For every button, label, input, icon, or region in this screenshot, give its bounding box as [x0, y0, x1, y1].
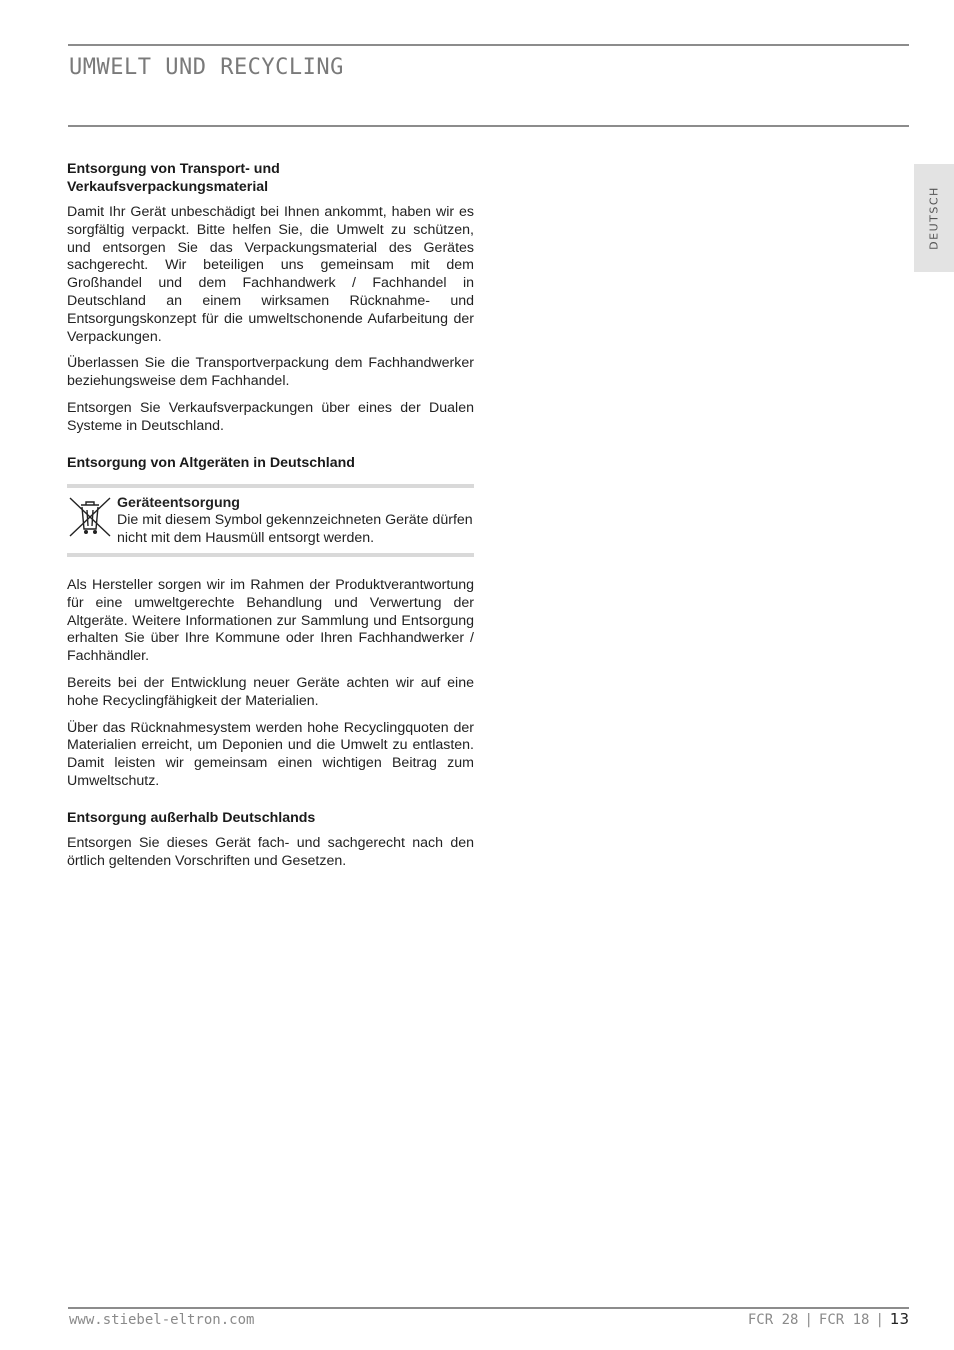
section-heading-abroad: Entsorgung außerhalb Deutschlands	[67, 809, 316, 826]
disposal-notice	[67, 484, 474, 557]
page-number: 13	[889, 1310, 909, 1328]
notice-text	[117, 495, 474, 548]
content-column	[67, 160, 474, 879]
model-name-1: FCR 28	[747, 1312, 799, 1328]
paragraph: Damit Ihr Gerät unbeschädigt bei Ihnen ankommt, haben wir es sorgfältig verpackt. Bitte helfen Sie, die Umwelt zu schützen, und entsorgen Sie das Verpackungsmaterial des Gerätes sachgerecht. Wir beteiligen uns gemeinsam mit dem Großhandel und dem Fachhandwerk / Fachhandel in Deutschland an einem wirksamen Rücknahme- und Entsorgungskonzept für die umweltschonende Aufarbeitung der Verpackungen.	[67, 204, 474, 345]
heading-line-1: Entsorgung von Transport- und	[67, 161, 280, 177]
language-tab	[914, 164, 954, 272]
paragraph: Als Hersteller sorgen wir im Rahmen der Produktverantwortung für eine umweltgerechte Behandlung und Verwertung der Altgeräte. Weitere Informationen zur Sammlung und Entsorgung erhalten Sie über Ihre Kommune oder Ihren Fachhandwerker / Fachhändler.	[67, 576, 474, 665]
paragraph: Entsorgen Sie dieses Gerät fach- und sachgerecht nach den örtlich geltenden Vorschriften und Gesetzen.	[67, 834, 474, 869]
paragraph: Überlassen Sie die Transportverpackung dem Fachhandwerker beziehungsweise dem Fachhandel.	[67, 355, 474, 390]
page-title: UMWELT UND RECYCLING	[69, 55, 344, 80]
language-tab-label: DEUTSCH	[927, 186, 941, 250]
footer-separator: |	[875, 1312, 884, 1328]
paragraph: Entsorgen Sie Verkaufsverpackungen über eines der Dualen Systeme in Deutschland.	[67, 399, 474, 434]
paragraph: Bereits bei der Entwicklung neuer Geräte achten wir auf eine hohe Recyclingfähigkeit der Materialien.	[67, 674, 474, 709]
crossed-out-bin-icon	[67, 495, 113, 539]
footer-separator: |	[804, 1312, 813, 1328]
notice-title: Geräteentsorgung	[117, 494, 240, 511]
footer-models	[748, 1310, 909, 1328]
section-heading-packaging	[67, 160, 474, 196]
paragraph: Über das Rücknahmesystem werden hohe Recyclingquoten der Materialien erreicht, um Deponien und die Umwelt zu entlasten. Damit leisten wir gemeinsam einen wichtigen Beitrag zum Umweltschutz.	[67, 719, 474, 789]
header-rule	[68, 44, 909, 46]
notice-body: Die mit diesem Symbol gekennzeichneten Geräte dürfen nicht mit dem Hausmüll entsorgt werden.	[117, 512, 473, 547]
section-heading-old-devices: Entsorgung von Altgeräten in Deutschland	[67, 454, 355, 471]
header-subrule	[68, 125, 909, 127]
website-link[interactable]: www.stiebel-eltron.com	[69, 1312, 255, 1328]
footer-rule	[68, 1307, 909, 1309]
model-name-2: FCR 18	[818, 1312, 870, 1328]
heading-line-2: Verkaufsverpackungsmaterial	[67, 179, 269, 195]
